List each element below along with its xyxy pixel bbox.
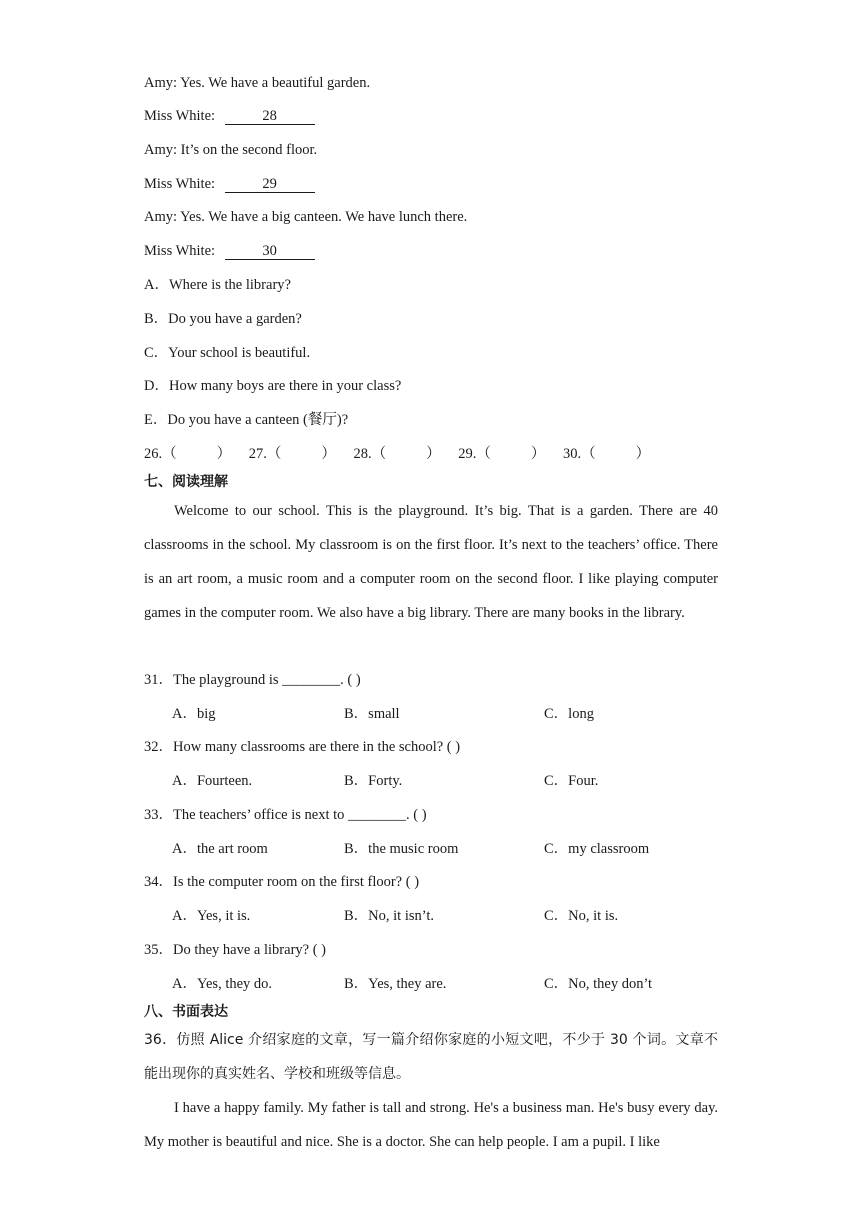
answer-slot-30: 30.（ bbox=[563, 446, 596, 462]
option-a: A．the art room bbox=[172, 841, 268, 857]
option-a: A．big bbox=[172, 706, 216, 722]
option-b: B．the music room bbox=[344, 841, 459, 857]
answer-slot-26: 26.（ bbox=[144, 446, 177, 462]
answer-slot-close: ） bbox=[635, 446, 651, 462]
option-a: A．Fourteen. bbox=[172, 773, 253, 789]
answer-blank: 30 bbox=[225, 243, 315, 260]
speaker-label: Miss White: bbox=[144, 176, 216, 192]
option-b: B．small bbox=[344, 706, 400, 722]
dialogue-line bbox=[144, 241, 315, 261]
dialogue-line bbox=[144, 106, 315, 126]
question-33: 33．The teachers’ office is next to ________. ( ) bbox=[144, 807, 427, 823]
sample-passage: I have a happy family. My father is tall and strong. He's a business man. He's busy every day. My mother is beautiful and nice. She is a doctor. She can help people. I am a pupil. I like bbox=[144, 1100, 718, 1150]
dialogue-line bbox=[144, 174, 315, 194]
option-c: C．my classroom bbox=[544, 841, 650, 857]
answer-blank: 28 bbox=[225, 108, 315, 125]
question-31: 31．The playground is ________. ( ) bbox=[144, 672, 361, 688]
answer-blank: 29 bbox=[225, 176, 315, 193]
question-34: 34．Is the computer room on the first floor? ( ) bbox=[144, 874, 420, 890]
speaker-label: Miss White: bbox=[144, 108, 216, 124]
option-c: C．No, they don’t bbox=[544, 976, 653, 992]
answer-slot-29: 29.（ bbox=[458, 446, 491, 462]
answer-slot-close: ） bbox=[321, 446, 336, 462]
dialogue-line: Amy: It’s on the second floor. bbox=[144, 142, 318, 158]
writing-prompt: 36．仿照 Alice 介绍家庭的文章，写一篇介绍你家庭的小短文吧，不少于 30 个词。文章不能出现你的真实姓名、学校和班级等信息。 bbox=[144, 1032, 718, 1082]
option-a: A．Yes, it is. bbox=[172, 908, 251, 924]
choice-option: B．Do you have a garden? bbox=[144, 311, 302, 327]
choice-option: A．Where is the library? bbox=[144, 277, 291, 293]
option-a: A．Yes, they do. bbox=[172, 976, 273, 992]
choice-option: C．Your school is beautiful. bbox=[144, 345, 311, 361]
section-heading: 八、书面表达 bbox=[144, 1004, 228, 1020]
option-c: C．long bbox=[544, 706, 594, 722]
section-heading: 七、阅读理解 bbox=[144, 474, 228, 490]
speaker-label: Miss White: bbox=[144, 243, 216, 259]
reading-passage: Welcome to our school. This is the playground. It’s big. That is a garden. There are 40 classrooms in the school. My classroom is on the first floor. It’s next to the teachers’ office. There is an art room, a music room and a computer room on the second floor. I like playing computer games in the computer room. We also have a big library. There are many books in the library. bbox=[144, 503, 718, 621]
choice-option: E．Do you have a canteen (餐厅)? bbox=[144, 412, 349, 428]
dialogue-line: Amy: Yes. We have a big canteen. We have lunch there. bbox=[144, 209, 468, 225]
answer-slot-27: 27.（ bbox=[248, 446, 282, 462]
answer-slot-close: ） bbox=[216, 446, 232, 462]
option-b: B．Forty. bbox=[344, 773, 403, 789]
question-32: 32．How many classrooms are there in the school? ( ) bbox=[144, 739, 461, 755]
answer-slot-close: ） bbox=[530, 446, 546, 462]
option-c: C．No, it is. bbox=[544, 908, 619, 924]
option-c: C．Four. bbox=[544, 773, 599, 789]
question-35: 35．Do they have a library? ( ) bbox=[144, 942, 326, 958]
answer-slot-28: 28.（ bbox=[353, 446, 387, 462]
option-b: B．No, it isn’t. bbox=[344, 908, 434, 924]
option-b: B．Yes, they are. bbox=[344, 976, 447, 992]
choice-option: D．How many boys are there in your class? bbox=[144, 378, 402, 394]
answer-slots bbox=[144, 444, 664, 464]
dialogue-line: Amy: Yes. We have a beautiful garden. bbox=[144, 75, 371, 91]
answer-slot-close: ） bbox=[426, 446, 441, 462]
